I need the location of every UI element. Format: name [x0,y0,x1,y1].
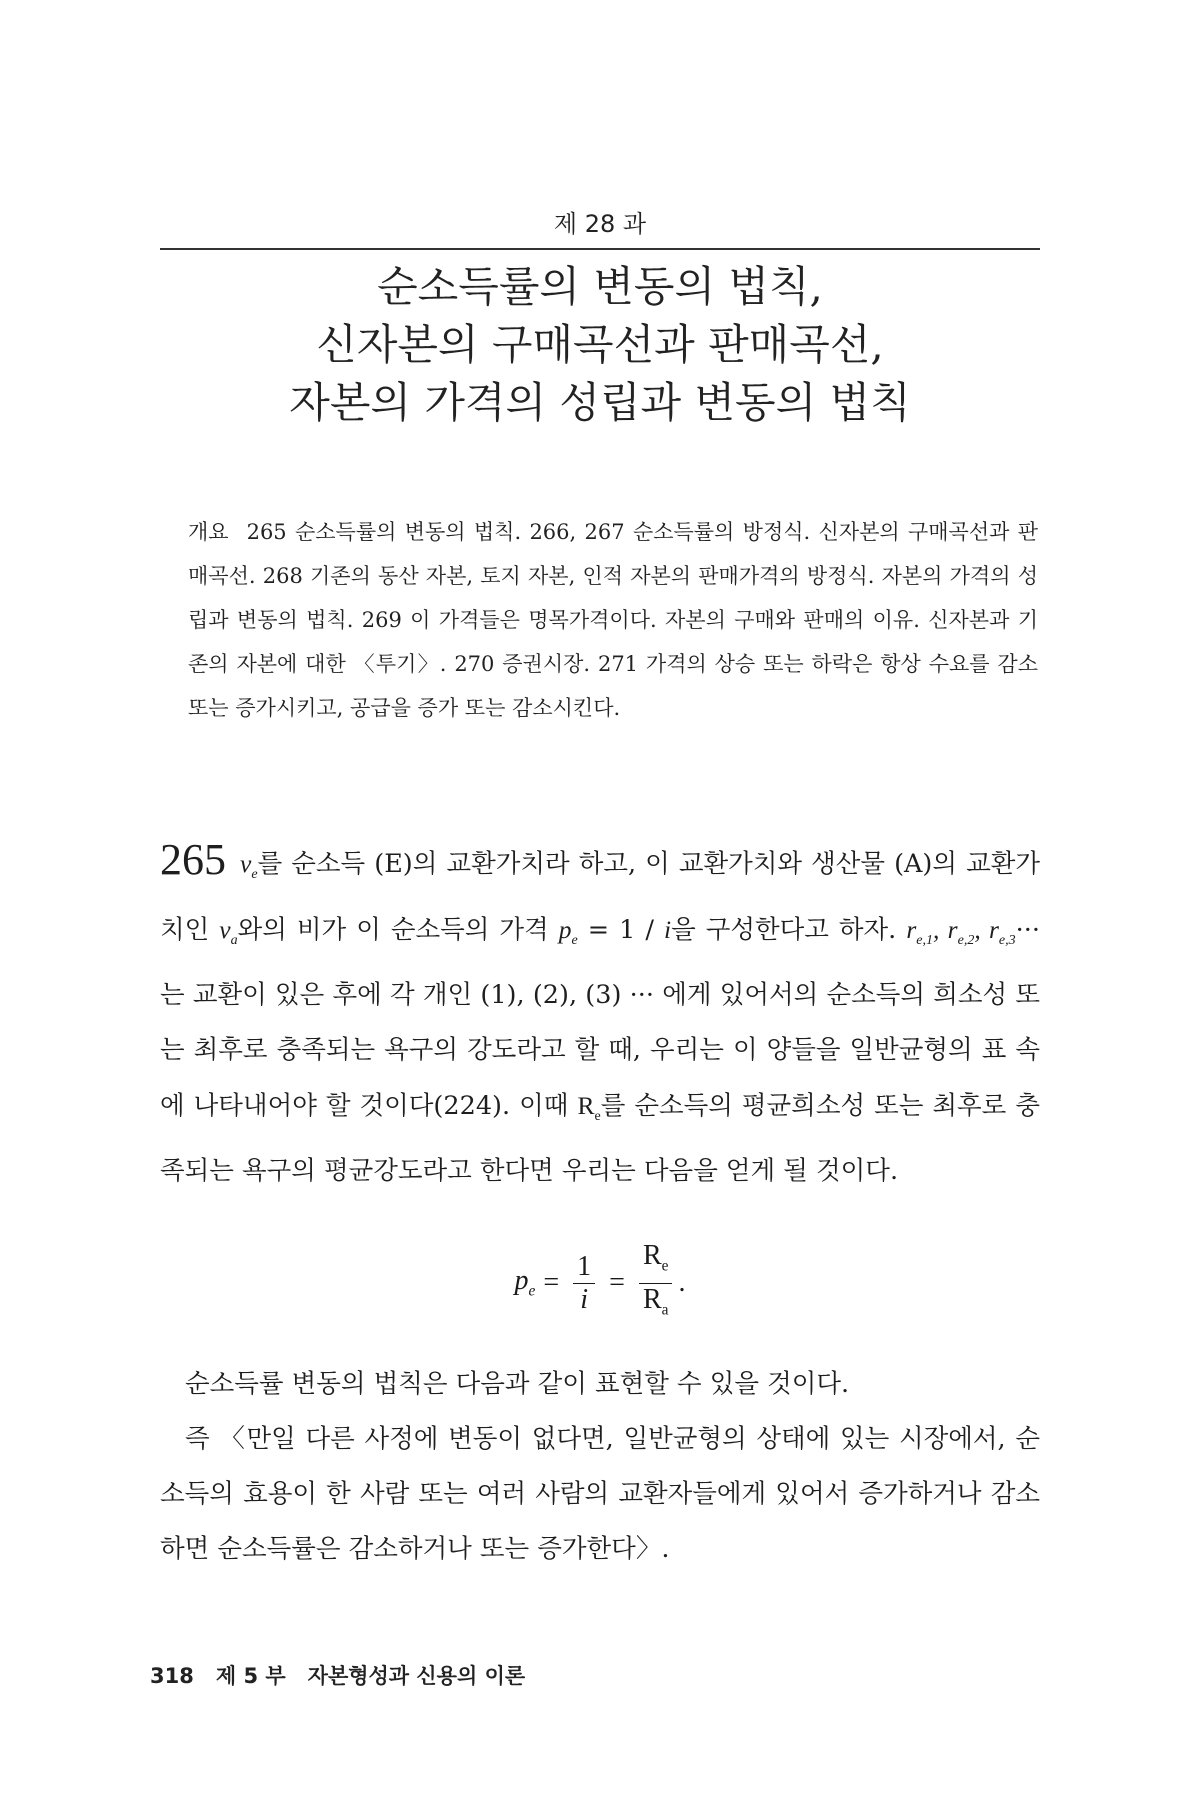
var-r-list: $r_{e,1}$, $r_{e,2}$, $r_{e,3}$ [906,915,1016,949]
law-paragraph-2: 즉 〈만일 다른 사정에 변동이 없다면, 일반균형의 상태에 있는 시장에서, 순소득의 효용이 한 사람 또는 여러 사람의 교환자들에게 있어서 증가하거나 감소하면 순소득률은 감소하거나 또는 증가한다〉. [160,1424,1040,1564]
summary-text: 265 순소득률의 변동의 법칙. 266, 267 순소득률의 방정식. 신자본의 구매곡선과 판매곡선. 268 기존의 동산 자본, 토지 자본, 인적 자본의 판매가격의 방정식. 자본의 가격의 성립과 변동의 법칙. 269 이 가격들은 명목가격이다. 자본의 구매와 판매의 이유. 신자본과 기존의 자본에 대한 〈투기〉. 270 증권시장. 271 가격의 상승 또는 하락은 항상 수요를 감소 또는 증가시키고, 공급을 증가 또는 감소시킨다. [188,520,1038,720]
part-title: 자본형성과 신용의 이론 [307,1664,526,1688]
eq-equals-2: = [609,1267,625,1299]
page-footer [150,1660,547,1690]
law-statement [160,1357,1040,1577]
var-p-e: $p_e$ [558,915,578,949]
eq-fraction-1 [573,1251,595,1316]
part-label: 제 5 부 [215,1664,286,1688]
section-text-4: 을 구성한다고 하자. [671,915,907,946]
section-text-3: = 1 / [577,915,664,946]
var-v-a: $v_a$ [219,915,238,949]
var-v-e: $v_e$ [240,849,258,883]
eq-equals-1: = [543,1267,560,1299]
eq-fraction-2 [639,1240,673,1326]
chapter-title [0,258,1200,432]
law-paragraph-1: 순소득률 변동의 법칙은 다음과 같이 표현할 수 있을 것이다. [185,1369,850,1399]
eq-period: . [678,1267,686,1299]
page-number: 318 [150,1664,194,1688]
eq-frac2-denominator: $R_a$ [642,1283,669,1319]
title-line-3: 자본의 가격의 성립과 변동의 법칙 [289,378,911,427]
section-text-2: 와의 비가 이 순소득의 가격 [237,915,559,946]
summary-label: 개요 [188,520,229,544]
chapter-rule [160,248,1040,250]
eq-lhs: $p_e$ [514,1265,536,1300]
summary-block [188,510,1038,730]
section-text-1: 를 순소득 (E)의 교환가치라 하고, 이 교환가치와 생산물 (A)의 교환가치인 [160,849,1040,946]
var-i: i [663,915,672,945]
section-text-6: 를 순소득의 평균희소성 또는 최후로 충족되는 욕구의 평균강도라고 한다면 우리는 다음을 얻게 될 것이다. [160,1091,1040,1187]
section-265 [160,836,1040,1199]
section-text-5: ··· 는 교환이 있은 후에 각 개인 (1), (2), (3) ··· 에게 있어서의 순소득의 희소성 또는 최후로 충족되는 욕구의 강도라고 할 때, 우리는 이 양들을 일반균형의 표 속에 나타내어야 할 것이다(224). 이때 [160,915,1040,1122]
var-R-e: $R_e$ [577,1091,601,1125]
section-number: 265 [160,835,226,884]
chapter-label: 제 28 과 [553,210,647,238]
eq-frac1-denominator: i [580,1283,589,1315]
eq-frac2-numerator: $R_e$ [639,1240,673,1284]
eq-frac1-numerator: 1 [573,1251,595,1284]
title-line-2: 신자본의 구매곡선과 판매곡선, [316,320,884,369]
title-line-1: 순소득률의 변동의 법칙, [377,262,823,311]
equation [0,1240,1200,1326]
